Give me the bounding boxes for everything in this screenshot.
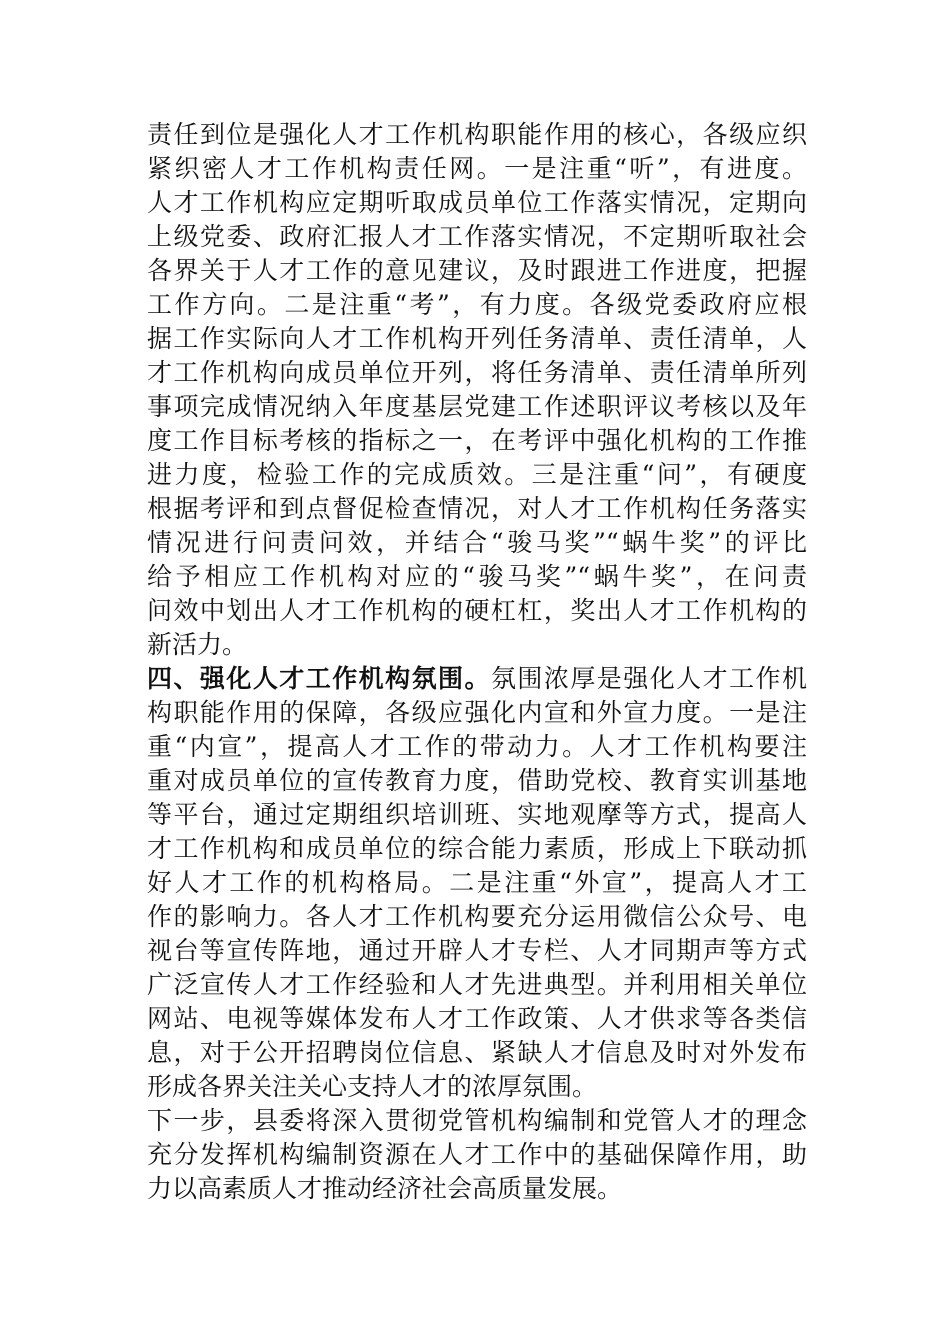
text-line: 度工作目标考核的指标之一，在考评中强化机构的工作推 — [147, 426, 807, 455]
text-line: 重“内宣”，提高人才工作的带动力。人才工作机构要注 — [147, 732, 807, 761]
text-line: 工作方向。二是注重“考”，有力度。各级党委政府应根 — [147, 290, 807, 319]
heading-line — [147, 662, 807, 696]
section-heading: 四、强化人才工作机构氛围。 — [147, 664, 491, 693]
text-line: 才工作机构向成员单位开列，将任务清单、责任清单所列 — [147, 358, 807, 387]
text-line: 视台等宣传阵地，通过开辟人才专栏、人才同期声等方式 — [147, 936, 807, 965]
text-line: 给予相应工作机构对应的“骏马奖”“蜗牛奖”，在问责 — [147, 562, 807, 591]
text-line: 等平台，通过定期组织培训班、实地观摩等方式，提高人 — [147, 800, 807, 829]
text-line: 构职能作用的保障，各级应强化内宣和外宣力度。一是注 — [147, 698, 807, 727]
text-line: 情况进行问责问效，并结合“骏马奖”“蜗牛奖”的评比 — [147, 528, 807, 557]
paragraph-responsibility — [147, 118, 807, 662]
text-line: 新活力。 — [147, 630, 248, 659]
text-line: 才工作机构和成员单位的综合能力素质，形成上下联动抓 — [147, 834, 807, 863]
text-line: 事项完成情况纳入年度基层党建工作述职评议考核以及年 — [147, 392, 807, 421]
text-line: 问效中划出人才工作机构的硬杠杠，奖出人才工作机构的 — [147, 596, 807, 625]
text-line: 重对成员单位的宣传教育力度，借助党校、教育实训基地 — [147, 766, 807, 795]
text-line: 息，对于公开招聘岗位信息、紧缺人才信息及时对外发布 — [147, 1038, 807, 1067]
text-line: 进力度，检验工作的完成质效。三是注重“问”，有硬度 — [147, 460, 807, 489]
text-line: 作的影响力。各人才工作机构要充分运用微信公众号、电 — [147, 902, 807, 931]
text-line: 根据考评和到点督促检查情况，对人才工作机构任务落实 — [147, 494, 807, 523]
paragraph-next-step — [147, 1104, 807, 1206]
text-line: 责任到位是强化人才工作机构职能作用的核心，各级应织 — [147, 120, 807, 149]
text-line: 形成各界关注关心支持人才的浓厚氛围。 — [147, 1072, 598, 1101]
text-line: 各界关于人才工作的意见建议，及时跟进工作进度，把握 — [147, 256, 807, 285]
paragraph-atmosphere — [147, 662, 807, 1104]
text-line: 力以高素质人才推动经济社会高质量发展。 — [147, 1174, 623, 1203]
document-page — [147, 118, 807, 1206]
text-line: 好人才工作的机构格局。二是注重“外宣”，提高人才工 — [147, 868, 807, 897]
heading-line-rest: 氛围浓厚是强化人才工作机 — [490, 664, 807, 693]
text-line: 上级党委、政府汇报人才工作落实情况，不定期听取社会 — [147, 222, 807, 251]
text-line: 广泛宣传人才工作经验和人才先进典型。并利用相关单位 — [147, 970, 807, 999]
text-line: 网站、电视等媒体发布人才工作政策、人才供求等各类信 — [147, 1004, 807, 1033]
text-line: 下一步，县委将深入贯彻党管机构编制和党管人才的理念 — [147, 1106, 807, 1135]
text-line: 紧织密人才工作机构责任网。一是注重“听”，有进度。 — [147, 154, 807, 183]
text-line: 充分发挥机构编制资源在人才工作中的基础保障作用，助 — [147, 1140, 807, 1169]
text-line: 人才工作机构应定期听取成员单位工作落实情况，定期向 — [147, 188, 807, 217]
text-line: 据工作实际向人才工作机构开列任务清单、责任清单，人 — [147, 324, 807, 353]
